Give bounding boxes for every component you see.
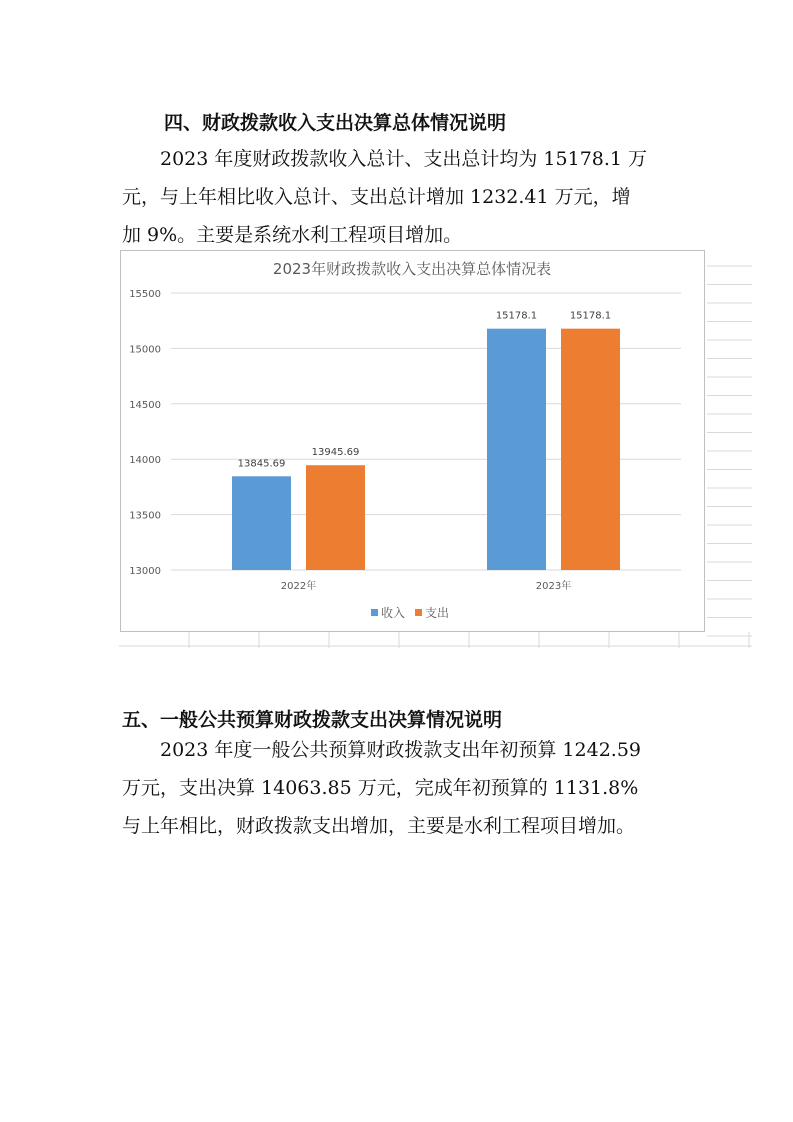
data-label: 15178.1 <box>495 310 538 322</box>
bar <box>232 476 291 570</box>
section5-paragraph <box>122 731 670 845</box>
section4-line-2: 元，与上年相比收入总计、支出总计增加 1232.41 万元，增 <box>122 186 631 208</box>
chart-container <box>119 249 752 648</box>
section4-line-3: 加 9%。主要是系统水利工程项目增加。 <box>122 224 463 246</box>
x-tick-label: 2022年 <box>280 581 317 592</box>
section4-paragraph <box>122 140 670 254</box>
legend-label: 支出 <box>425 606 450 620</box>
chart-title: 2023年财政拨款收入支出决算总体情况表 <box>272 260 552 278</box>
y-tick-label: 13500 <box>129 510 161 522</box>
y-tick-label: 14000 <box>129 455 161 467</box>
legend-swatch <box>415 609 422 616</box>
legend-swatch <box>371 609 378 616</box>
section5-heading: 五、一般公共预算财政拨款支出决算情况说明 <box>122 709 503 731</box>
x-tick-label: 2023年 <box>535 581 572 592</box>
y-tick-label: 13000 <box>129 566 161 577</box>
y-tick-label: 14500 <box>129 399 161 411</box>
bar <box>561 329 620 570</box>
data-label: 13845.69 <box>237 458 286 470</box>
y-tick-label: 15500 <box>129 289 161 300</box>
section5-line-1: 2023 年度一般公共预算财政拨款支出年初预算 1242.59 <box>160 739 642 761</box>
data-label: 13945.69 <box>311 447 360 459</box>
bar <box>487 329 546 570</box>
section4-heading: 四、财政拨款收入支出决算总体情况说明 <box>164 112 507 134</box>
legend-label: 收入 <box>381 606 406 620</box>
bar <box>306 465 365 570</box>
section4-line-1: 2023 年度财政拨款收入总计、支出总计均为 15178.1 万 <box>160 148 648 170</box>
section5-line-2: 万元，支出决算 14063.85 万元，完成年初预算的 1131.8% <box>122 777 639 799</box>
bar-chart <box>119 249 752 648</box>
y-tick-label: 15000 <box>129 344 161 356</box>
section5-line-3: 与上年相比，财政拨款支出增加，主要是水利工程项目增加。 <box>122 815 636 837</box>
data-label: 15178.1 <box>569 310 612 322</box>
